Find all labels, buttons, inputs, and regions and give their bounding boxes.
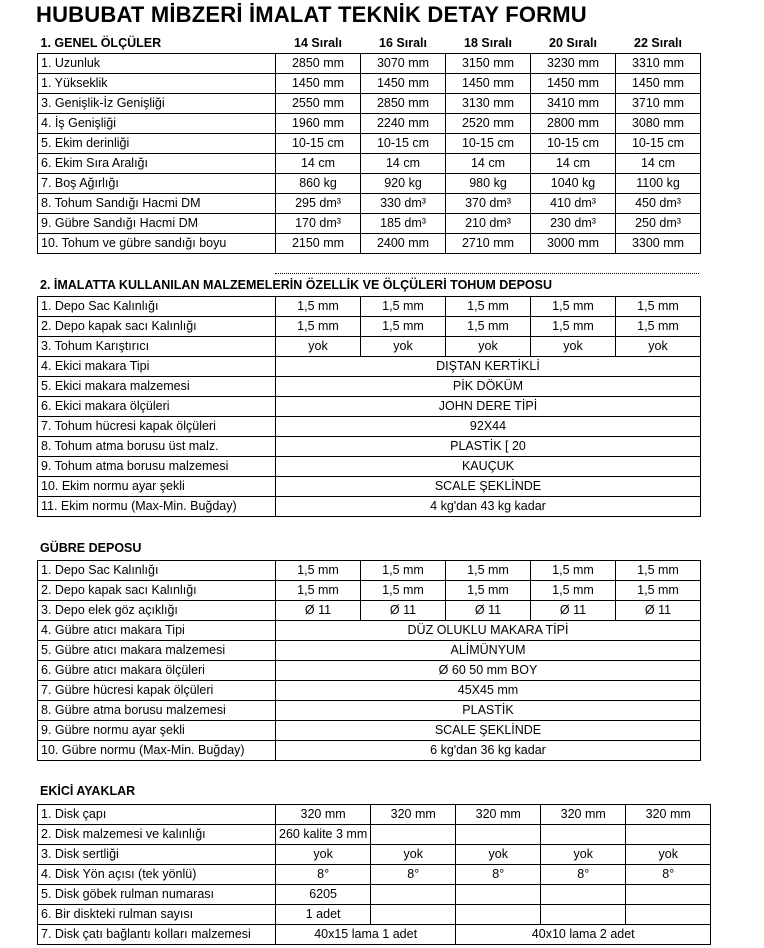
value-cell: 1,5 mm <box>361 581 446 601</box>
value-cell: 1,5 mm <box>446 297 531 317</box>
fertilizer-tank-table <box>37 560 701 761</box>
value-cell: 14 cm <box>361 154 446 174</box>
row-label: 1. Depo Sac Kalınlığı <box>38 297 276 317</box>
row-label: 4. Disk Yön açısı (tek yönlü) <box>38 865 276 885</box>
value-cell: yok <box>456 845 541 865</box>
table-row <box>38 114 701 134</box>
value-cell <box>371 825 456 845</box>
value-cell: 2550 mm <box>276 94 361 114</box>
value-cell: 1,5 mm <box>531 581 616 601</box>
row-label: 2. Depo kapak sacı Kalınlığı <box>38 581 276 601</box>
value-cell: 1,5 mm <box>616 317 701 337</box>
value-cell: 450 dm³ <box>616 194 701 214</box>
row-label: 8. Tohum atma borusu üst malz. <box>38 437 276 457</box>
value-cell <box>626 825 711 845</box>
table-row <box>38 397 701 417</box>
value-cell: 980 kg <box>446 174 531 194</box>
merged-value-cell: 92X44 <box>276 417 701 437</box>
table-row <box>38 865 711 885</box>
value-cell: 14 cm <box>616 154 701 174</box>
value-cell: 230 dm³ <box>531 214 616 234</box>
value-cell: 14 cm <box>531 154 616 174</box>
table-row <box>38 234 701 254</box>
table-row <box>38 437 701 457</box>
value-cell: yok <box>616 337 701 357</box>
table-row <box>38 154 701 174</box>
merged-value-cell: SCALE ŞEKLİNDE <box>276 721 701 741</box>
value-cell: 2710 mm <box>446 234 531 254</box>
row-label: 5. Disk göbek rulman numarası <box>38 885 276 905</box>
merged-value-cell: 4 kg'dan 43 kg kadar <box>276 497 701 517</box>
row-label: 4. Gübre atıcı makara Tipi <box>38 621 276 641</box>
value-cell: 320 mm <box>371 805 456 825</box>
value-cell: 10-15 cm <box>446 134 531 154</box>
value-cell: 1,5 mm <box>446 317 531 337</box>
general-dimensions-table <box>37 34 701 254</box>
value-cell: 3000 mm <box>531 234 616 254</box>
row-label: 2. Depo kapak sacı Kalınlığı <box>38 317 276 337</box>
table-row <box>38 641 701 661</box>
row-label: 9. Gübre Sandığı Hacmi DM <box>38 214 276 234</box>
merged-value-cell: Ø 60 50 mm BOY <box>276 661 701 681</box>
value-cell: 2150 mm <box>276 234 361 254</box>
value-cell: 8° <box>541 865 626 885</box>
value-cell: yok <box>626 845 711 865</box>
value-cell: 2400 mm <box>361 234 446 254</box>
value-cell: 3300 mm <box>616 234 701 254</box>
value-cell: 1100 kg <box>616 174 701 194</box>
value-cell: 920 kg <box>361 174 446 194</box>
table-row <box>38 174 701 194</box>
value-cell: 1,5 mm <box>276 297 361 317</box>
value-cell <box>456 905 541 925</box>
table-row <box>38 297 701 317</box>
row-label: 5. Ekim derinliği <box>38 134 276 154</box>
merged-value-cell: PLASTİK <box>276 701 701 721</box>
merged-value-cell: 40x10 lama 2 adet <box>456 925 711 945</box>
table-row <box>38 457 701 477</box>
table-row <box>38 885 711 905</box>
value-cell: 330 dm³ <box>361 194 446 214</box>
value-cell <box>456 825 541 845</box>
value-cell: 1,5 mm <box>531 317 616 337</box>
value-cell: 320 mm <box>276 805 371 825</box>
merged-value-cell: 45X45 mm <box>276 681 701 701</box>
value-cell: yok <box>361 337 446 357</box>
value-cell: 860 kg <box>276 174 361 194</box>
value-cell: Ø 11 <box>446 601 531 621</box>
table-row <box>38 497 701 517</box>
value-cell <box>541 885 626 905</box>
merged-value-cell: PİK DÖKÜM <box>276 377 701 397</box>
value-cell: 2240 mm <box>361 114 446 134</box>
row-label: 2. Disk malzemesi ve kalınlığı <box>38 825 276 845</box>
value-cell: 1,5 mm <box>361 297 446 317</box>
value-cell: 8° <box>276 865 371 885</box>
value-cell: 260 kalite 3 mm <box>276 825 371 845</box>
value-cell <box>626 905 711 925</box>
value-cell: 3150 mm <box>446 54 531 74</box>
row-label: 7. Gübre hücresi kapak ölçüleri <box>38 681 276 701</box>
value-cell: 3710 mm <box>616 94 701 114</box>
table-row <box>38 741 701 761</box>
table-row <box>38 54 701 74</box>
value-cell: 2520 mm <box>446 114 531 134</box>
value-cell: 2850 mm <box>276 54 361 74</box>
value-cell: 6205 <box>276 885 371 905</box>
seeding-legs-section-title: EKİCİ AYAKLAR <box>40 784 136 798</box>
value-cell: 410 dm³ <box>531 194 616 214</box>
table-row <box>38 661 701 681</box>
value-cell <box>371 885 456 905</box>
row-label: 8. Tohum Sandığı Hacmi DM <box>38 194 276 214</box>
value-cell: 1450 mm <box>276 74 361 94</box>
column-header: 14 Sıralı <box>294 36 342 50</box>
value-cell: 1450 mm <box>446 74 531 94</box>
row-label: 6. Ekici makara ölçüleri <box>38 397 276 417</box>
value-cell: 10-15 cm <box>531 134 616 154</box>
column-header: 18 Sıralı <box>464 36 512 50</box>
value-cell: 14 cm <box>446 154 531 174</box>
value-cell: yok <box>371 845 456 865</box>
value-cell: 3130 mm <box>446 94 531 114</box>
table-row <box>38 825 711 845</box>
value-cell: 1,5 mm <box>616 581 701 601</box>
row-label: 5. Gübre atıcı makara malzemesi <box>38 641 276 661</box>
merged-value-cell: SCALE ŞEKLİNDE <box>276 477 701 497</box>
row-label: 3. Disk sertliği <box>38 845 276 865</box>
value-cell: 1,5 mm <box>531 561 616 581</box>
value-cell: 1960 mm <box>276 114 361 134</box>
value-cell: 8° <box>456 865 541 885</box>
value-cell: 2850 mm <box>361 94 446 114</box>
value-cell: 250 dm³ <box>616 214 701 234</box>
value-cell: Ø 11 <box>616 601 701 621</box>
value-cell: 8° <box>626 865 711 885</box>
merged-value-cell: PLASTİK [ 20 <box>276 437 701 457</box>
table-row <box>38 377 701 397</box>
row-label: 7. Tohum hücresi kapak ölçüleri <box>38 417 276 437</box>
value-cell: 3310 mm <box>616 54 701 74</box>
table-row <box>38 681 701 701</box>
value-cell: 3410 mm <box>531 94 616 114</box>
row-label: 5. Ekici makara malzemesi <box>38 377 276 397</box>
row-label: 7. Boş Ağırlığı <box>38 174 276 194</box>
value-cell: 1,5 mm <box>361 561 446 581</box>
row-label: 6. Gübre atıcı makara ölçüleri <box>38 661 276 681</box>
value-cell: 1450 mm <box>616 74 701 94</box>
merged-value-cell: KAUÇUK <box>276 457 701 477</box>
table-row <box>38 417 701 437</box>
value-cell: 1,5 mm <box>616 561 701 581</box>
table-row <box>38 357 701 377</box>
value-cell <box>541 825 626 845</box>
value-cell: yok <box>276 337 361 357</box>
value-cell: 10-15 cm <box>361 134 446 154</box>
value-cell: 1,5 mm <box>361 317 446 337</box>
merged-value-cell: DÜZ OLUKLU MAKARA TİPİ <box>276 621 701 641</box>
value-cell: 320 mm <box>541 805 626 825</box>
value-cell: 10-15 cm <box>276 134 361 154</box>
value-cell: Ø 11 <box>276 601 361 621</box>
table-row <box>38 621 701 641</box>
value-cell: 3230 mm <box>531 54 616 74</box>
row-label: 1. Disk çapı <box>38 805 276 825</box>
value-cell: 1,5 mm <box>276 561 361 581</box>
value-cell: yok <box>446 337 531 357</box>
fertilizer-tank-section-title: GÜBRE DEPOSU <box>40 541 142 555</box>
row-label: 1. Uzunluk <box>38 54 276 74</box>
table-row <box>38 561 701 581</box>
value-cell: 3080 mm <box>616 114 701 134</box>
value-cell: 1,5 mm <box>276 317 361 337</box>
row-label: 7. Disk çatı bağlantı kolları malzemesi <box>38 925 276 945</box>
value-cell: 10-15 cm <box>616 134 701 154</box>
merged-value-cell: DIŞTAN KERTİKLİ <box>276 357 701 377</box>
table-row <box>38 721 701 741</box>
table-row <box>38 134 701 154</box>
column-header: 16 Sıralı <box>379 36 427 50</box>
value-cell: 3070 mm <box>361 54 446 74</box>
merged-value-cell: ALİMÜNYUM <box>276 641 701 661</box>
table-row <box>38 701 701 721</box>
dotted-divider <box>275 273 699 274</box>
row-label: 10. Ekim normu ayar şekli <box>38 477 276 497</box>
column-header: 20 Sıralı <box>549 36 597 50</box>
value-cell: 1040 kg <box>531 174 616 194</box>
row-label: 3. Genişlik-İz Genişliği <box>38 94 276 114</box>
value-cell: 2800 mm <box>531 114 616 134</box>
value-cell <box>541 905 626 925</box>
row-label: 9. Tohum atma borusu malzemesi <box>38 457 276 477</box>
table-row <box>38 905 711 925</box>
table-row <box>38 337 701 357</box>
value-cell: 320 mm <box>456 805 541 825</box>
table-row <box>38 601 701 621</box>
value-cell: 370 dm³ <box>446 194 531 214</box>
value-cell: Ø 11 <box>361 601 446 621</box>
section-title-cell: 1. GENEL ÖLÇÜLER <box>40 36 162 50</box>
value-cell <box>456 885 541 905</box>
row-label: 3. Tohum Karıştırıcı <box>38 337 276 357</box>
column-header: 22 Sıralı <box>634 36 682 50</box>
seeding-legs-table <box>37 804 711 945</box>
value-cell: 210 dm³ <box>446 214 531 234</box>
table-row <box>38 194 701 214</box>
row-label: 9. Gübre normu ayar şekli <box>38 721 276 741</box>
value-cell: 1,5 mm <box>446 581 531 601</box>
value-cell <box>626 885 711 905</box>
value-cell: 1,5 mm <box>446 561 531 581</box>
table-header-row <box>38 34 701 54</box>
value-cell: 1,5 mm <box>276 581 361 601</box>
value-cell: 1450 mm <box>361 74 446 94</box>
value-cell: 320 mm <box>626 805 711 825</box>
value-cell: 1 adet <box>276 905 371 925</box>
value-cell: 295 dm³ <box>276 194 361 214</box>
row-label: 6. Ekim Sıra Aralığı <box>38 154 276 174</box>
row-label: 6. Bir diskteki rulman sayısı <box>38 905 276 925</box>
table-row <box>38 581 701 601</box>
table-row <box>38 925 711 945</box>
value-cell: 1,5 mm <box>531 297 616 317</box>
row-label: 10. Tohum ve gübre sandığı boyu <box>38 234 276 254</box>
value-cell: Ø 11 <box>531 601 616 621</box>
value-cell <box>371 905 456 925</box>
seed-tank-table <box>37 296 701 517</box>
row-label: 1. Yükseklik <box>38 74 276 94</box>
value-cell: 1,5 mm <box>616 297 701 317</box>
row-label: 3. Depo elek göz açıklığı <box>38 601 276 621</box>
row-label: 11. Ekim normu (Max-Min. Buğday) <box>38 497 276 517</box>
seed-tank-section-title: 2. İMALATTA KULLANILAN MALZEMELERİN ÖZELLİK VE ÖLÇÜLERİ TOHUM DEPOSU <box>40 278 553 292</box>
value-cell: 170 dm³ <box>276 214 361 234</box>
value-cell: yok <box>531 337 616 357</box>
row-label: 10. Gübre normu (Max-Min. Buğday) <box>38 741 276 761</box>
merged-value-cell: 6 kg'dan 36 kg kadar <box>276 741 701 761</box>
table-row <box>38 317 701 337</box>
table-row <box>38 94 701 114</box>
table-row <box>38 805 711 825</box>
value-cell: yok <box>276 845 371 865</box>
value-cell: 1450 mm <box>531 74 616 94</box>
table-row <box>38 214 701 234</box>
row-label: 4. Ekici makara Tipi <box>38 357 276 377</box>
merged-value-cell: JOHN DERE TİPİ <box>276 397 701 417</box>
value-cell: yok <box>541 845 626 865</box>
value-cell: 8° <box>371 865 456 885</box>
value-cell: 185 dm³ <box>361 214 446 234</box>
row-label: 4. İş Genişliği <box>38 114 276 134</box>
row-label: 1. Depo Sac Kalınlığı <box>38 561 276 581</box>
form-title: HUBUBAT MİBZERİ İMALAT TEKNİK DETAY FORMU <box>36 2 587 27</box>
value-cell: 14 cm <box>276 154 361 174</box>
table-row <box>38 74 701 94</box>
table-row <box>38 845 711 865</box>
table-row <box>38 477 701 497</box>
merged-value-cell: 40x15 lama 1 adet <box>276 925 456 945</box>
row-label: 8. Gübre atma borusu malzemesi <box>38 701 276 721</box>
